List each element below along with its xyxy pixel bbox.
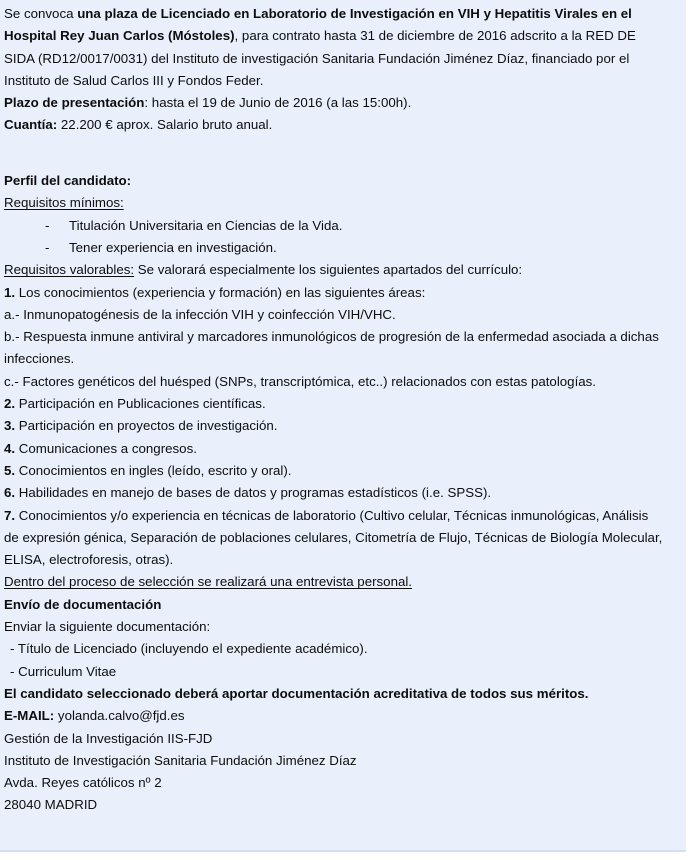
criteria-item-7 [4,505,664,572]
requisitos-minimos-heading-text: Requisitos mínimos: [4,195,124,211]
entrevista-note-text: Dentro del proceso de selección se realizará una entrevista personal. [4,574,413,590]
requisitos-valorables-line [4,259,664,281]
contact-line: 28040 MADRID [4,797,98,813]
criteria-text: Conocimientos y/o experiencia en técnicas de laboratorio (Cultivo celular, Técnicas inmunológicas, Análisis de expresión génica, Separación de poblaciones celulares, Citometría de Flujo, Técnicas de Biología Molecular, ELISA, electroforesis, otras). [4,507,663,568]
criteria-item-1b [4,326,664,371]
cuantia-label: Cuantía: [4,117,58,133]
list-item-label: Tener experiencia en investigación. [69,239,277,255]
contact-line: Avda. Reyes católicos nº 2 [4,775,162,791]
envio-heading-text: Envío de documentación [4,596,162,612]
intro-rest: , para contrato hasta 31 de diciembre de 2016 adscrito a la RED DE SIDA (RD12/0017/0031) del Instituto de investigación Sanitaria Fundación Jiménez Díaz, financiado por el Instituto de Salud Carlos III y Fondos Feder. [4,28,636,88]
criteria-number: 5. [4,462,16,478]
perfil-heading [4,170,678,192]
criteria-item-5 [4,460,664,482]
criteria-text: a.- Inmunopatogénesis de la infección VIH y coinfección VIH/VHC. [4,306,396,322]
acreditativa-note [4,683,664,705]
criteria-number: 6. [4,485,16,501]
entrevista-note [4,571,678,593]
acreditativa-note-text: El candidato seleccionado deberá aportar documentación acreditativa de todos sus méritos. [4,685,589,701]
contact-line: Instituto de Investigación Sanitaria Fundación Jiménez Díaz [4,752,357,768]
criteria-number: 2. [4,396,16,412]
envio-doc-item: - Título de Licenciado (incluyendo el expediente académico). [10,641,368,657]
criteria-item-6 [4,482,664,504]
plazo-value: : hasta el 19 de Junio de 2016 (a las 15:00h). [144,95,412,111]
plazo-label: Plazo de presentación [4,95,145,111]
criteria-text: Habilidades en manejo de bases de datos y programas estadísticos (i.e. SPSS). [15,485,492,501]
criteria-text: Los conocimientos (experiencia y formación) en las siguientes áreas: [15,284,426,300]
criteria-number: 4. [4,440,16,456]
dash-bullet-icon: - [45,239,50,255]
spacer-1b [4,159,678,170]
intro-position-bold: una plaza de Licenciado en Laboratorio de Investigación en VIH y Hepatitis Virales en el Hospital Rey Juan Carlos (Móstoles) [4,6,632,44]
requisitos-valorables-intro-text: Se valorará especialmente los siguientes apartados del currículo: [134,262,523,278]
criteria-item-1c [4,371,664,393]
dash-bullet-icon: - [45,217,50,233]
email-line [4,705,678,727]
perfil-heading-text: Perfil del candidato: [4,173,132,189]
criteria-text: Comunicaciones a congresos. [15,440,197,456]
criteria-text: b.- Respuesta inmune antiviral y marcadores inmunológicos de progresión de la enfermedad asociada a dichas infecciones. [4,329,659,367]
list-item [4,215,678,237]
criteria-number: 3. [4,418,16,434]
cuantia-line [4,114,678,136]
criteria-number: 7. [4,507,16,523]
envio-heading [4,594,678,616]
criteria-item-4 [4,438,664,460]
list-item [4,237,678,259]
criteria-text: Conocimientos en ingles (leído, escrito y oral). [15,462,292,478]
requisitos-minimos-heading [4,192,678,214]
criteria-text: Participación en Publicaciones científicas. [15,396,266,412]
criteria-text: Participación en proyectos de investigación. [15,418,278,434]
criteria-item-3 [4,415,664,437]
plazo-line [4,92,678,114]
intro-paragraph [4,3,664,92]
criteria-item-1 [4,282,664,304]
spacer-1 [4,137,678,159]
criteria-item-1a [4,304,664,326]
cuantia-value: 22.200 € aprox. Salario bruto anual. [57,117,273,133]
envio-intro: Enviar la siguiente documentación: [4,619,211,635]
requisitos-valorables-heading-text: Requisitos valorables: [4,262,135,278]
criteria-text: c.- Factores genéticos del huésped (SNPs, transcriptómica, etc..) relacionados con estas patologías. [4,373,597,389]
email-value[interactable]: yolanda.calvo@fjd.es [54,708,185,724]
email-label: E-MAIL: [4,708,55,724]
intro-lead: Se convoca [4,6,78,21]
criteria-number: 1. [4,284,16,300]
list-item-label: Titulación Universitaria en Ciencias de la Vida. [69,217,343,233]
envio-doc-item: - Curriculum Vitae [10,663,117,679]
criteria-item-2 [4,393,664,415]
contact-line: Gestión de la Investigación IIS-FJD [4,730,213,746]
